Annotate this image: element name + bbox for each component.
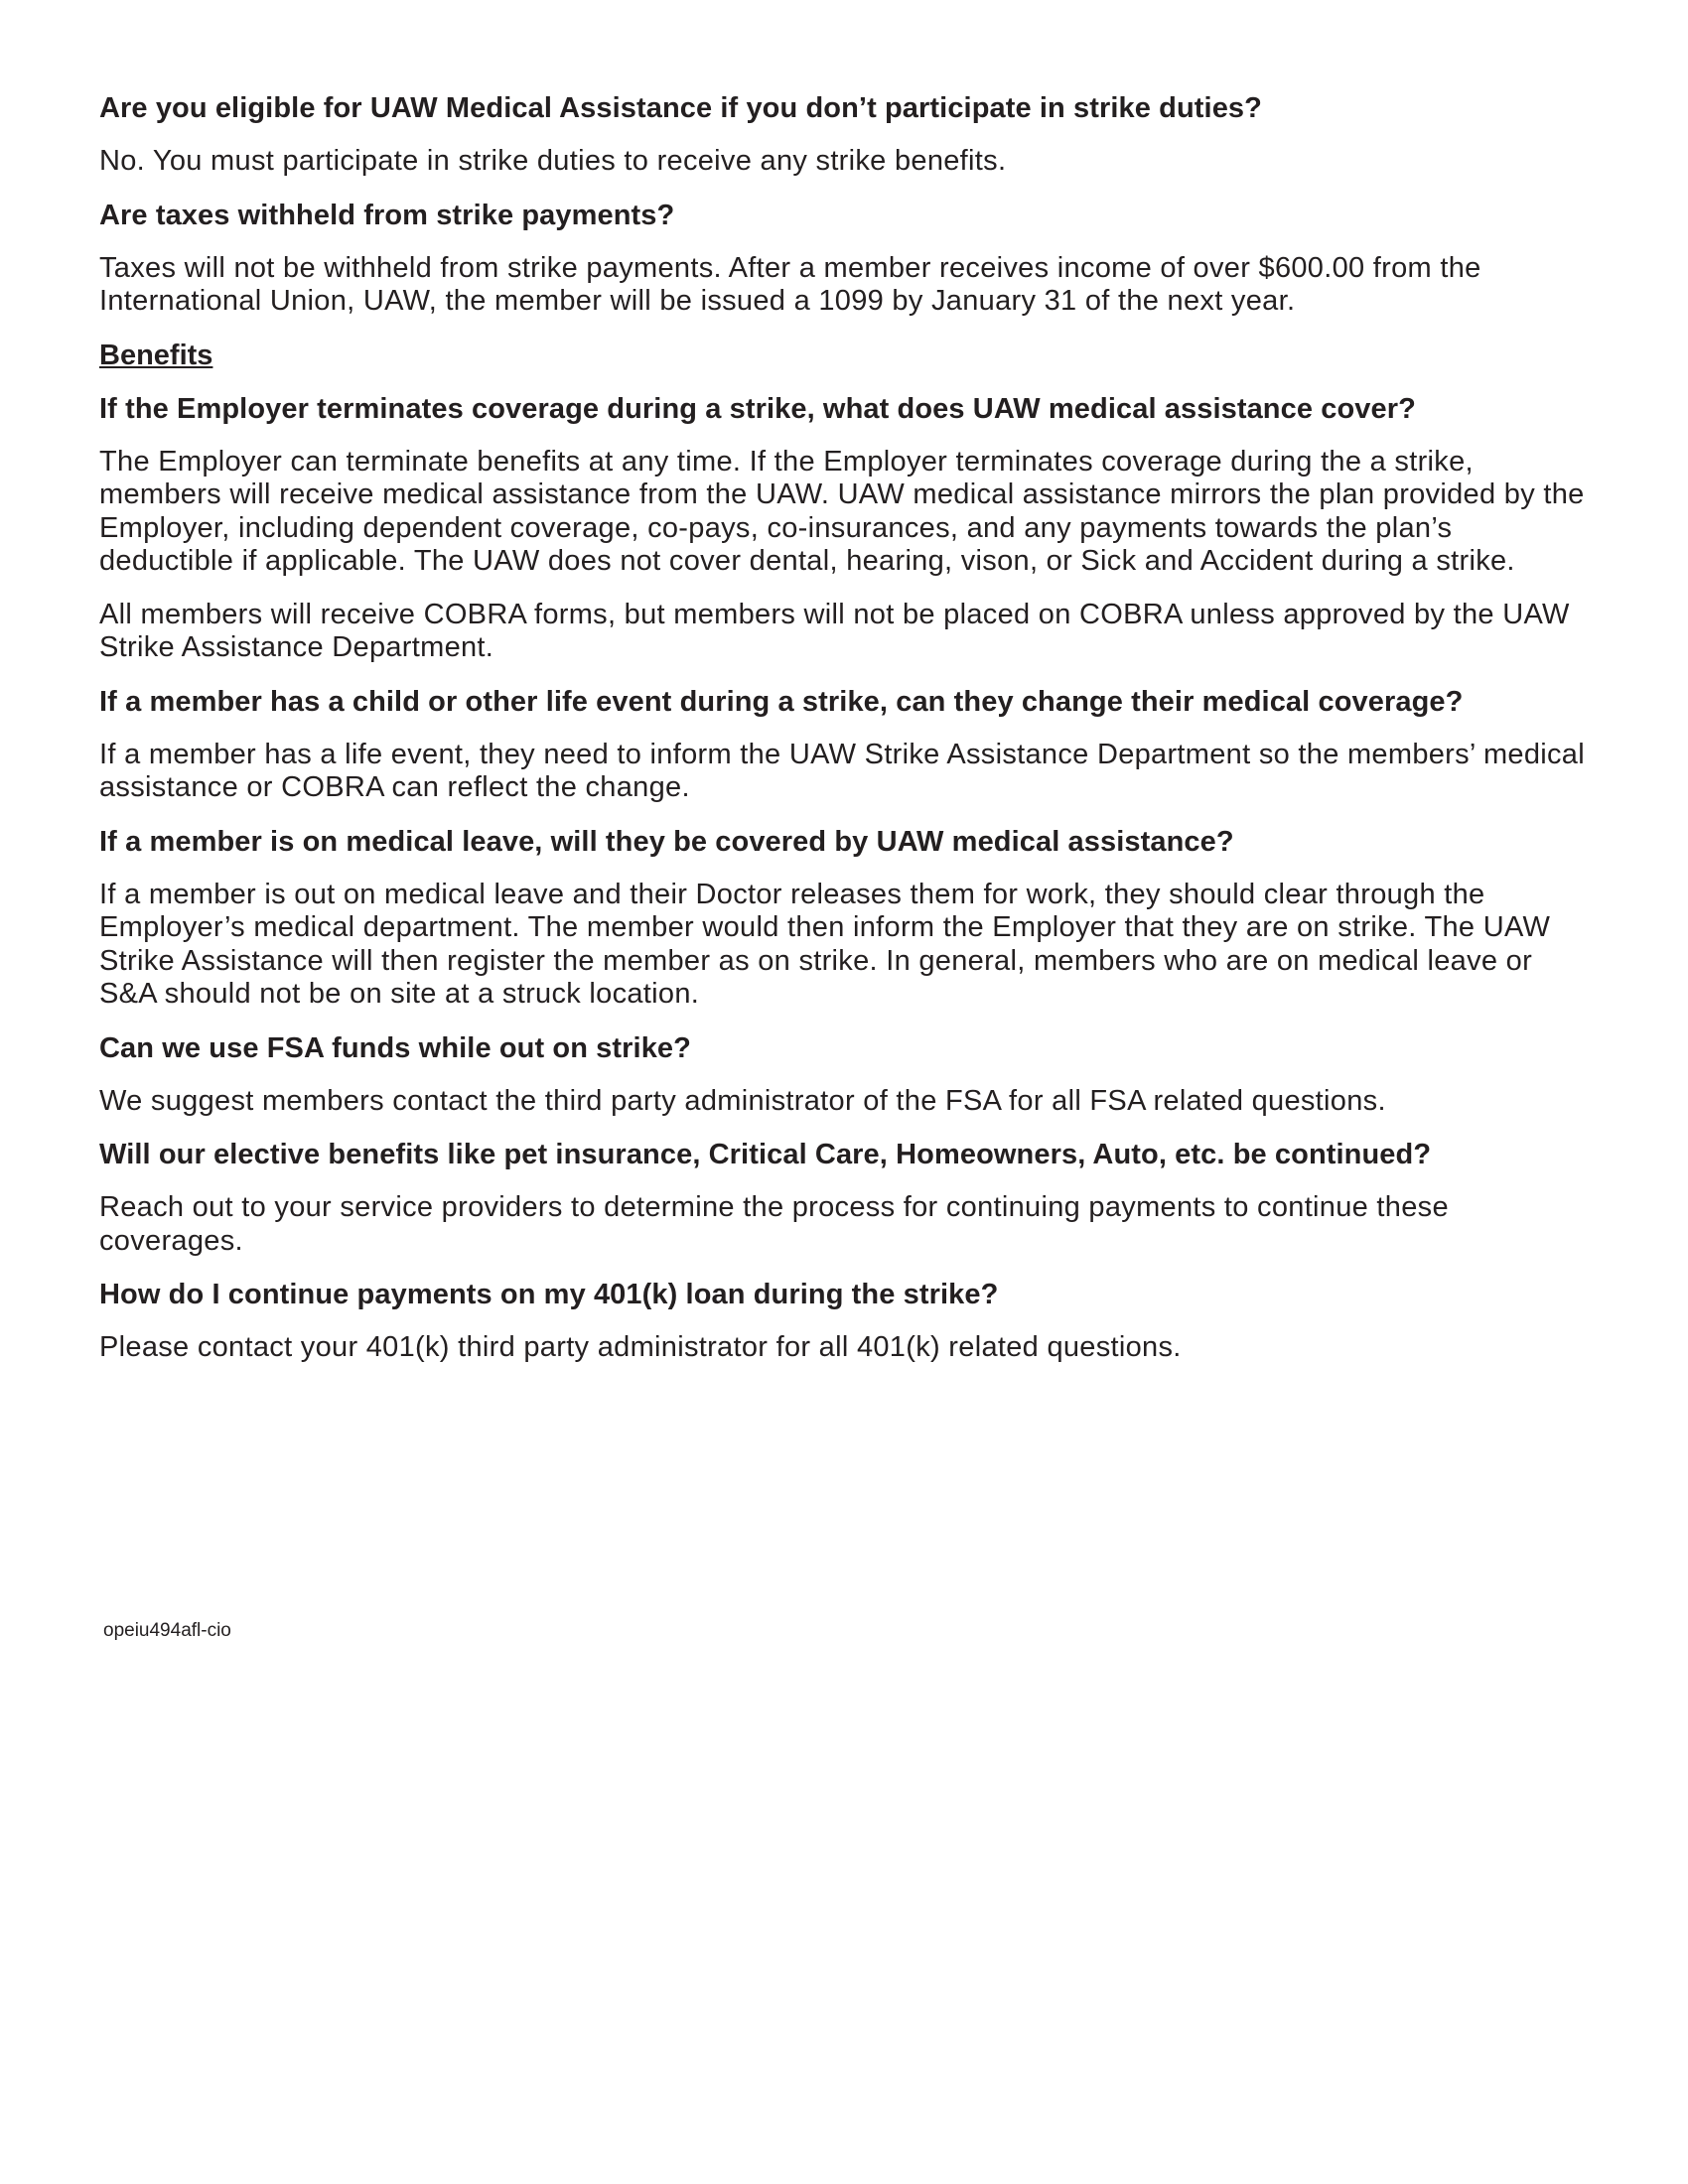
section-heading-benefits: Benefits <box>99 339 213 371</box>
faq-question-strike-duties: Are you eligible for UAW Medical Assistance if you don’t participate in strike duties? <box>99 92 1262 124</box>
faq-question-medical-leave: If a member is on medical leave, will they be covered by UAW medical assistance? <box>99 825 1234 858</box>
faq-question-401k: How do I continue payments on my 401(k) loan during the strike? <box>99 1279 999 1310</box>
faq-answer-taxes: Taxes will not be withheld from strike payments. After a member receives income of over $600.00 from the International Union, UAW, the member will be issued a 1099 by January 31 of the next year. <box>99 251 1481 317</box>
faq-answer-fsa: We suggest members contact the third party administrator of the FSA for all FSA related questions. <box>99 1084 1386 1117</box>
faq-answer-terminates-coverage: The Employer can terminate benefits at any time. If the Employer terminates coverage during the a strike, members will receive medical assistance from the UAW. UAW medical assistance mirrors the plan provided by the Employer, including dependent coverage, co-pays, co-insurances, and any payments towards the plan’s deductible if applicable. The UAW does not cover dental, hearing, vison, or Sick and Accident during a strike. <box>99 445 1585 577</box>
faq-question-terminates-coverage: If the Employer terminates coverage during a strike, what does UAW medical assistance cover? <box>99 392 1416 425</box>
faq-answer-cobra-forms: All members will receive COBRA forms, but members will not be placed on COBRA unless approved by the UAW Strike Assistance Department. <box>99 598 1570 663</box>
faq-answer-medical-leave: If a member is out on medical leave and their Doctor releases them for work, they should clear through the Employer’s medical department. The member would then inform the Employer that they are on strike. The UAW Strike Assistance will then register the member as on strike. In general, members who are on medical leave or S&A should not be on site at a struck location. <box>99 878 1551 1010</box>
faq-answer-strike-duties: No. You must participate in strike duties to receive any strike benefits. <box>99 145 1007 177</box>
faq-question-fsa: Can we use FSA funds while out on strike? <box>99 1031 691 1064</box>
faq-question-elective-benefits: Will our elective benefits like pet insurance, Critical Care, Homeowners, Auto, etc. be continued? <box>99 1139 1432 1170</box>
faq-question-life-event: If a member has a child or other life event during a strike, can they change their medical coverage? <box>99 685 1464 718</box>
document-body <box>99 91 1589 1385</box>
faq-answer-life-event: If a member has a life event, they need to inform the UAW Strike Assistance Department so the members’ medical assistance or COBRA can reflect the change. <box>99 738 1585 803</box>
faq-question-taxes: Are taxes withheld from strike payments? <box>99 199 675 231</box>
footer-union-label: opeiu494afl-cio <box>103 1620 231 1641</box>
faq-answer-elective-benefits: Reach out to your service providers to determine the process for continuing payments to continue these coverages. <box>99 1191 1449 1257</box>
faq-answer-401k: Please contact your 401(k) third party administrator for all 401(k) related questions. <box>99 1331 1182 1363</box>
